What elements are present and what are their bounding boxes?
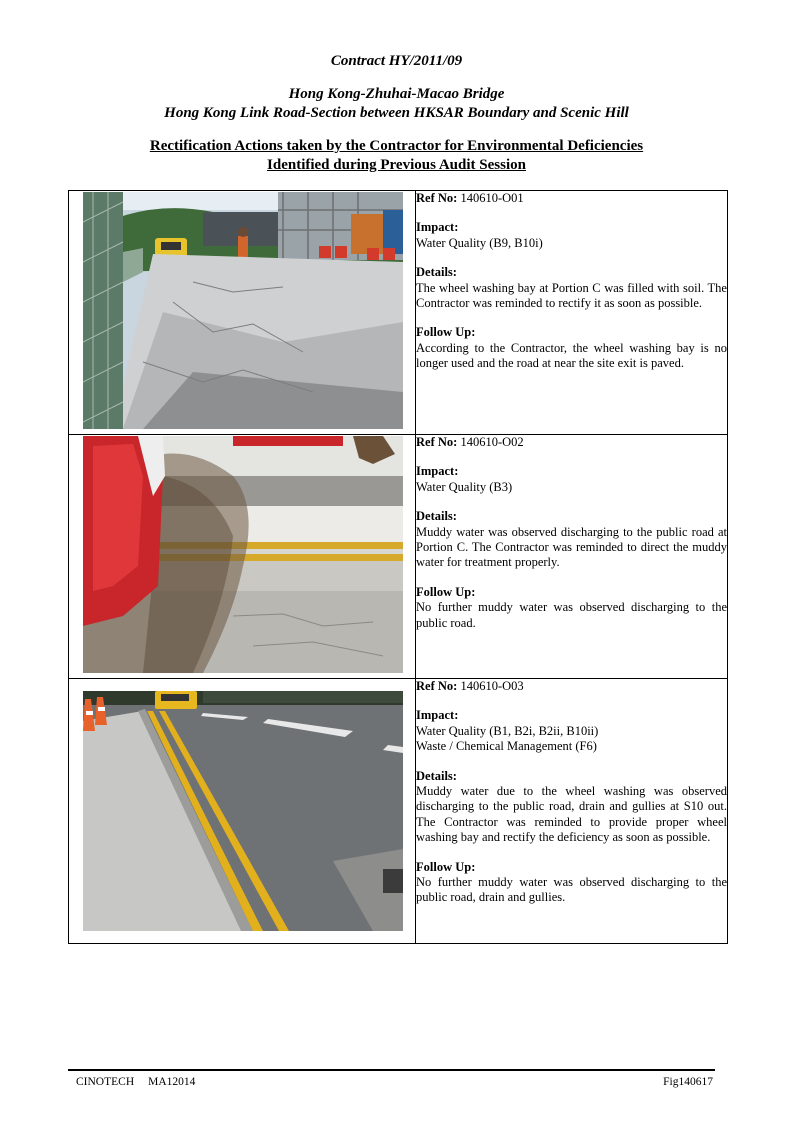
photo-cell <box>69 435 416 679</box>
footer-report-number: MA12014 <box>148 1076 196 1088</box>
entry-details-cell <box>416 435 728 679</box>
document-title <box>0 137 793 175</box>
deficiency-table <box>68 190 728 944</box>
site-photo-public-road-drain <box>83 691 403 936</box>
impact-text: Waste / Chemical Management (F6) <box>416 739 597 754</box>
table-row <box>69 679 728 944</box>
project-title-line1: Hong Kong-Zhuhai-Macao Bridge <box>288 86 505 102</box>
impact-label: Impact: <box>416 464 459 479</box>
details-text: Muddy water was observed discharging to the public road at Portion C. The Contractor was reminded to direct the muddy water for treatment properly. <box>416 524 727 570</box>
document-title-line1: Rectification Actions taken by the Contractor for Environmental Deficiencies <box>149 138 644 154</box>
photo-cell <box>69 679 416 944</box>
impact-text: Water Quality (B3) <box>416 479 513 494</box>
details-label: Details: <box>416 768 457 783</box>
photo-cell <box>69 191 416 435</box>
follow-up-label: Follow Up: <box>416 859 476 874</box>
footer-figure-number: Fig140617 <box>663 1076 713 1088</box>
ref-label: Ref No: <box>416 679 458 693</box>
impact-text: Water Quality (B9, B10i) <box>416 235 543 250</box>
follow-up-text: According to the Contractor, the wheel washing bay is no longer used and the road at near the site exit is paved. <box>416 340 727 371</box>
details-label: Details: <box>416 509 457 524</box>
follow-up-label: Follow Up: <box>416 325 476 340</box>
document-title-line2: Identified during Previous Audit Session <box>267 157 526 173</box>
site-photo-muddy-water-road <box>83 436 403 678</box>
details-text: Muddy water due to the wheel washing was observed discharging to the public road, drain and gullies at S10 out. The Contractor was reminded to provide proper wheel washing bay and rectify the deficiency as soon as possible. <box>416 784 727 845</box>
footer-left <box>76 1076 209 1088</box>
contract-number: Contract HY/2011/09 <box>330 53 463 69</box>
details-label: Details: <box>416 265 457 280</box>
table-row <box>69 435 728 679</box>
ref-line <box>416 191 524 205</box>
ref-number: 140610-O02 <box>460 435 524 449</box>
project-title-line2: Hong Kong Link Road-Section between HKSAR Boundary and Scenic Hill <box>164 105 629 121</box>
footer-divider <box>68 1069 715 1071</box>
entry-details-cell <box>416 191 728 435</box>
impact-label: Impact: <box>416 220 459 235</box>
follow-up-text: No further muddy water was observed discharging to the public road, drain and gullies. <box>416 875 727 905</box>
ref-label: Ref No: <box>416 435 458 449</box>
ref-number: 140610-O03 <box>460 679 524 693</box>
impact-text: Water Quality (B1, B2i, B2ii, B10ii) <box>416 723 599 738</box>
site-photo-wheel-washing-bay <box>83 192 403 434</box>
follow-up-label: Follow Up: <box>416 584 476 599</box>
ref-number: 140610-O01 <box>460 191 524 205</box>
project-title <box>0 85 793 123</box>
impact-label: Impact: <box>416 708 459 723</box>
ref-label: Ref No: <box>416 191 458 205</box>
footer-company: CINOTECH <box>76 1076 135 1088</box>
table-row <box>69 191 728 435</box>
details-text: The wheel washing bay at Portion C was filled with soil. The Contractor was reminded to rectify it as soon as possible. <box>416 280 727 311</box>
entry-details-cell <box>416 679 728 944</box>
ref-line <box>416 679 524 693</box>
ref-line <box>416 435 524 449</box>
follow-up-text: No further muddy water was observed discharging to the public road. <box>416 600 727 630</box>
